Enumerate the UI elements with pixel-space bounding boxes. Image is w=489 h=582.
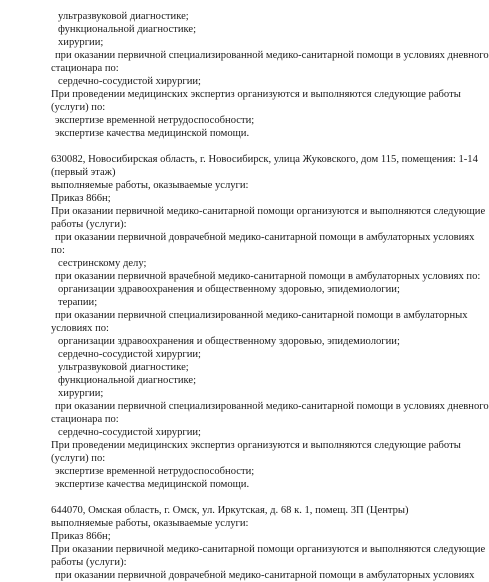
text-line: выполняемые работы, оказываемые услуги: <box>51 180 249 191</box>
text-line: при оказании первичной доврачебной медико-санитарной помощи в амбулаторных условиях <box>55 232 475 243</box>
text-line: при оказании первичной доврачебной медико-санитарной помощи в амбулаторных условиях <box>55 570 475 581</box>
text-line: стационара по: <box>51 414 119 425</box>
text-line: сердечно-сосудистой хирургии; <box>58 349 202 360</box>
text-line: Приказ 866н; <box>51 193 111 204</box>
text-line: сердечно-сосудистой хирургии; <box>58 427 202 438</box>
text-line: функциональной диагностике; <box>58 375 197 386</box>
text-line: при оказании первичной специализированной медико-санитарной помощи в условиях дневного <box>55 50 489 61</box>
text-line: (услуги) по: <box>51 102 106 113</box>
text-line: работы (услуги): <box>51 557 127 568</box>
text-line: ультразвуковой диагностике; <box>58 362 189 373</box>
text-line: хирургии; <box>58 388 104 399</box>
address-line: 630082, Новосибирская область, г. Новосибирск, улица Жуковского, дом 115, помещения: 1-14 <box>51 154 478 165</box>
text-line: При оказании первичной медико-санитарной помощи организуются и выполняются следующие <box>51 206 486 217</box>
text-line: выполняемые работы, оказываемые услуги: <box>51 518 249 529</box>
text-line: функциональной диагностике; <box>58 24 197 35</box>
text-line: хирургии; <box>58 37 104 48</box>
text-line: При оказании первичной медико-санитарной помощи организуются и выполняются следующие <box>51 544 486 555</box>
text-line: работы (услуги): <box>51 219 127 230</box>
text-line: при оказании первичной врачебной медико-санитарной помощи в амбулаторных условиях по: <box>55 271 481 282</box>
text-line: (услуги) по: <box>51 453 106 464</box>
text-line: организации здравоохранения и общественному здоровью, эпидемиологии; <box>58 336 400 347</box>
text-line: ультразвуковой диагностике; <box>58 11 189 22</box>
text-line: организации здравоохранения и общественному здоровью, эпидемиологии; <box>58 284 400 295</box>
text-line: терапии; <box>58 297 98 308</box>
text-line: экспертизе качества медицинской помощи. <box>55 479 250 490</box>
text-line: При проведении медицинских экспертиз организуются и выполняются следующие работы <box>51 440 461 451</box>
text-line: при оказании первичной специализированной медико-санитарной помощи в амбулаторных <box>55 310 468 321</box>
text-line: При проведении медицинских экспертиз организуются и выполняются следующие работы <box>51 89 461 100</box>
text-line: по: <box>51 245 65 256</box>
text-line: сестринскому делу; <box>58 258 147 269</box>
text-line: сердечно-сосудистой хирургии; <box>58 76 202 87</box>
text-line: условиях по: <box>51 323 109 334</box>
text-line: при оказании первичной специализированной медико-санитарной помощи в условиях дневного <box>55 401 489 412</box>
text-line: экспертизе временной нетрудоспособности; <box>55 466 255 477</box>
text-line: экспертизе временной нетрудоспособности; <box>55 115 255 126</box>
text-line: стационара по: <box>51 63 119 74</box>
text-line: (первый этаж) <box>51 167 116 178</box>
text-line: экспертизе качества медицинской помощи. <box>55 128 250 139</box>
address-line: 644070, Омская область, г. Омск, ул. Иркутская, д. 68 к. 1, помещ. 3П (Центры) <box>51 505 409 516</box>
text-line: Приказ 866н; <box>51 531 111 542</box>
